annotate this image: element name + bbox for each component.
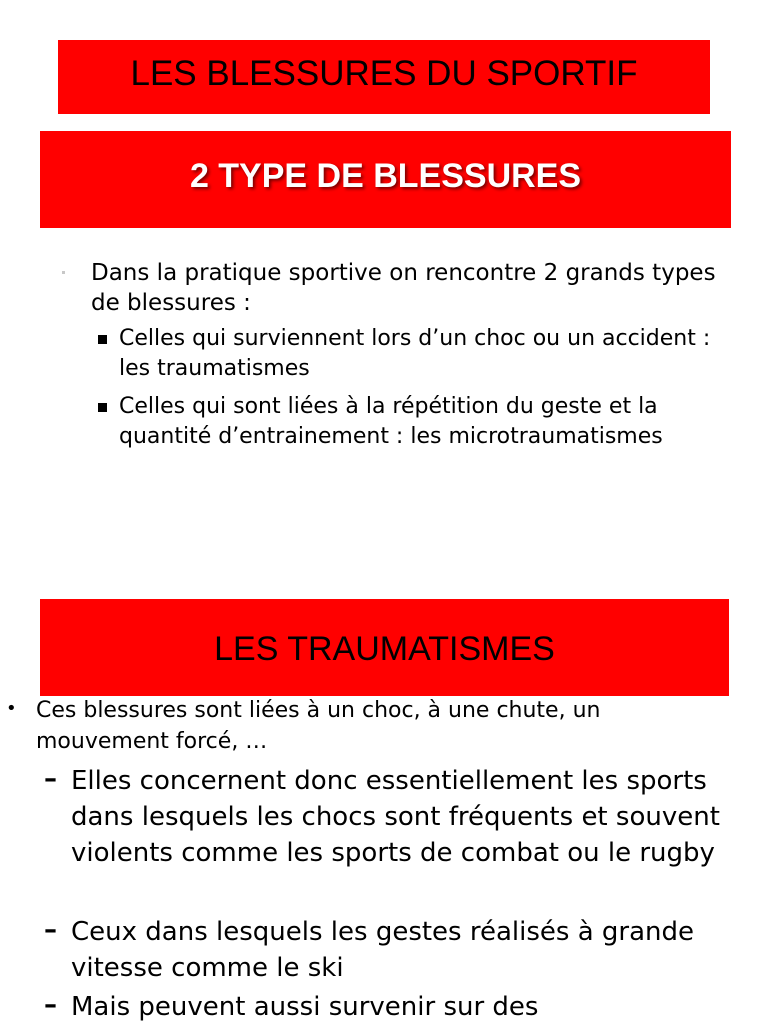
dash-bullet-icon: – [44, 990, 57, 1020]
trauma-item-1: Elles concernent donc essentiellement les sports dans lesquels les chocs sont fréquents et souvent violents comme les sports de combat ou le rugby [71, 766, 720, 868]
dash-bullet-icon: – [44, 764, 57, 794]
faint-bullet-icon [62, 271, 65, 274]
square-bullet-icon [98, 335, 107, 344]
page-title: LES BLESSURES DU SPORTIF [130, 54, 638, 93]
dash-bullet-icon: – [44, 915, 57, 945]
bullet-icon: • [6, 698, 17, 719]
types-item-2: Celles qui sont liées à la répétition du geste et la quantité d’entrainement : les microtraumatismes [119, 394, 663, 449]
page-title-banner [58, 40, 710, 114]
trauma-intro: Ces blessures sont liées à un choc, à une chute, un mouvement forcé, … [36, 698, 601, 754]
trauma-item-2: Ceux dans lesquels les gestes réalisés à grande vitesse comme le ski [71, 917, 695, 983]
section-title-traumatismes: LES TRAUMATISMES [214, 630, 555, 668]
section-banner-traumatismes [40, 599, 729, 696]
types-intro: Dans la pratique sportive on rencontre 2 grands types de blessures : [91, 260, 716, 316]
section-title-types: 2 TYPE DE BLESSURES [189, 157, 582, 195]
section-banner-types [40, 131, 731, 228]
trauma-item-3: Mais peuvent aussi survenir sur des [71, 992, 539, 1022]
types-item-1: Celles qui surviennent lors d’un choc ou un accident : les traumatismes [119, 326, 711, 381]
square-bullet-icon [98, 403, 107, 412]
